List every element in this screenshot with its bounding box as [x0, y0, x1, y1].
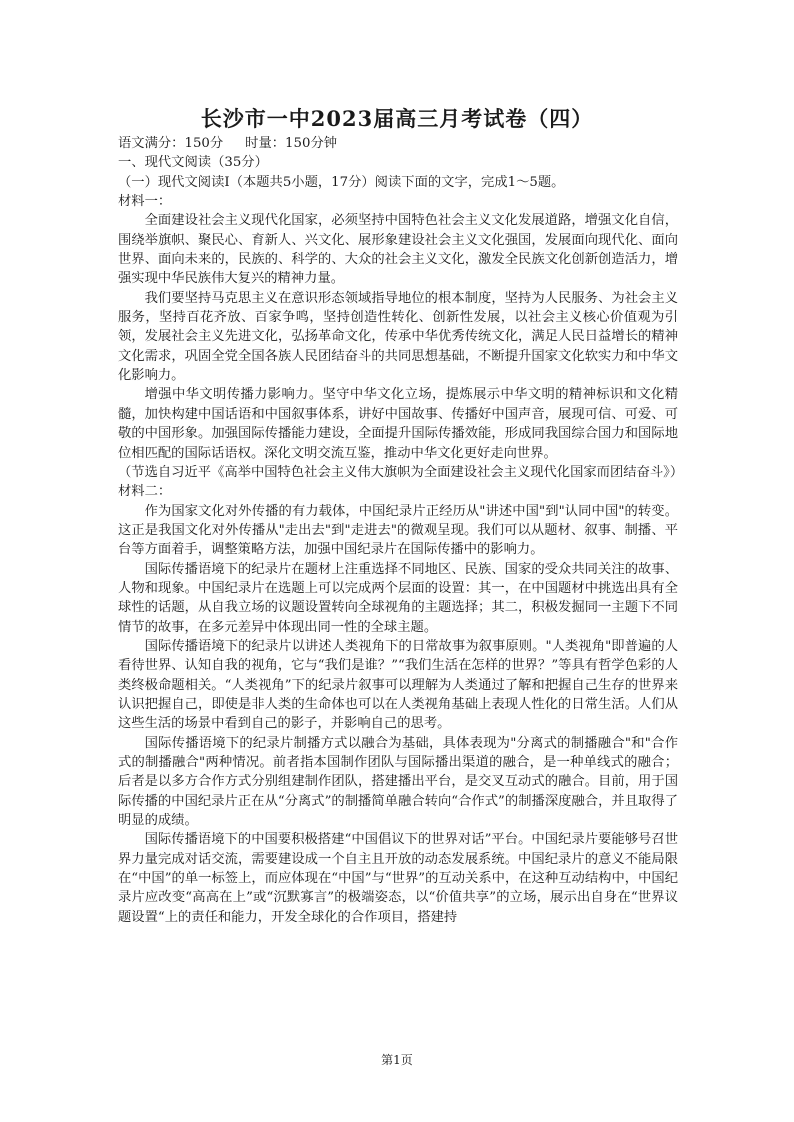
part-instruction: （一）现代文阅读Ⅰ（本题共5小题，17分）阅读下面的文字，完成1～5题。 — [118, 174, 565, 190]
material2-paragraph: 国际传播语境下的纪录片以讲述人类视角下的日常故事为叙事原则。"人类视角"即普遍的人看待世界、认知自我的视角，它与“我们是谁？”“我们生活在怎样的世界？”等具有哲学色彩的人类终极命题相关。“人类视角”下的纪录片叙事可以理解为人类通过了解和把握自己生存的世界来认识把握自己，即使是非人类的生命体也可以在人类视角基础上表现人性化的日常生活。人们从这些生活的场景中看到自己的影子，并影响自己的思考。 — [118, 638, 678, 732]
material2-paragraph: 国际传播语境下的纪录片在题材上注重选择不同地区、民族、国家的受众共同关注的故事、人物和现象。中国纪录片在选题上可以完成两个层面的设置：其一，在中国题材中挑选出具有全球性的话题，从自我立场的议题设置转向全球视角的主题选择；其二，积极发掘同一主题下不同情节的故事，在多元差异中体现出同一性的全球主题。 — [118, 561, 678, 635]
exam-info — [118, 134, 678, 153]
section-heading: 一、现代文阅读（35分） — [118, 155, 268, 171]
exam-content — [118, 134, 684, 927]
time-limit-text: 时量：150分钟 — [245, 136, 338, 151]
material1-paragraph: 我们要坚持马克思主义在意识形态领域指导地位的根本制度，坚持为人民服务、为社会主义服务，坚持百花齐放、百家争鸣，坚持创造性转化、创新性发展，以社会主义核心价值观为引领，发展社会主义先进文化，弘扬革命文化，传承中华优秀传统文化，满足人民日益增长的精神文化需求，巩固全党全国各族人民团结奋斗的共同思想基础，不断提升国家文化软实力和中华文化影响力。 — [118, 290, 678, 384]
material1-paragraph: 全面建设社会主义现代化国家，必须坚持中国特色社会主义文化发展道路，增强文化自信，围绕举旗帜、聚民心、育新人、兴文化、展形象建设社会主义文化强国，发展面向现代化、面向世界、面向未来的，民族的、科学的、大众的社会主义文化，激发全民族文化创新创造活力，增强实现中华民族伟大复兴的精神力量。 — [118, 213, 678, 287]
material1-label: 材料一： — [118, 194, 172, 210]
exam-title: 长沙市一中2023届高三月考试卷（四） — [200, 106, 594, 131]
full-score-text: 语文满分：150分 — [118, 136, 224, 151]
material2-paragraph: 作为国家文化对外传播的有力载体，中国纪录片正经历从"讲述中国"到"认同中国"的转变。这正是我国文化对外传播从"走出去"到"走进去"的微观呈现。我们可以从题材、叙事、制播、平台等方面着手，调整策略方法，加强中国纪录片在国际传播中的影响力。 — [118, 503, 678, 558]
material1-source: （节选自习近平《高举中国特色社会主义伟大旗帜为全面建设社会主义现代化国家而团结奋斗》） — [118, 464, 684, 480]
material2-label: 材料二： — [118, 484, 172, 500]
material1-paragraph: 增强中华文明传播力影响力。坚守中华文化立场，提炼展示中华文明的精神标识和文化精髓，加快构建中国话语和中国叙事体系，讲好中国故事、传播好中国声音，展现可信、可爱、可敬的中国形象。加强国际传播能力建设，全面提升国际传播效能，形成同我国综合国力和国际地位相匹配的国际话语权。深化文明交流互鉴，推动中华文化更好走向世界。 — [118, 387, 678, 461]
material2-paragraph: 国际传播语境下的纪录片制播方式以融合为基础，具体表现为"分离式的制播融合"和"合作式的制播融合"两种情况。前者指本国制作团队与国际播出渠道的融合，是一种单线式的融合；后者是以多方合作方式分别组建制作团队，搭建播出平台，是交叉互动式的融合。目前，用于国际传播的中国纪录片正在从“分离式”的制播简单融合转向“合作式”的制播深度融合，并且取得了明显的成绩。 — [118, 735, 678, 829]
page-number: 第1页 — [381, 1053, 413, 1067]
material2-paragraph: 国际传播语境下的中国要积极搭建“中国倡议下的世界对话”平台。中国纪录片要能够号召世界力量完成对话交流，需要建设成一个自主且开放的动态发展系统。中国纪录片的意义不能局限在“中国”的单一标签上，而应体现在“中国”与“世界”的互动关系中，在这种互动结构中，中国纪录片应改变“高高在上”或“沉默寡言”的极端姿态，以“价值共享”的立场，展示出自身在“世界议题设置“上的责任和能力，开发全球化的合作项目，搭建持 — [118, 832, 678, 925]
